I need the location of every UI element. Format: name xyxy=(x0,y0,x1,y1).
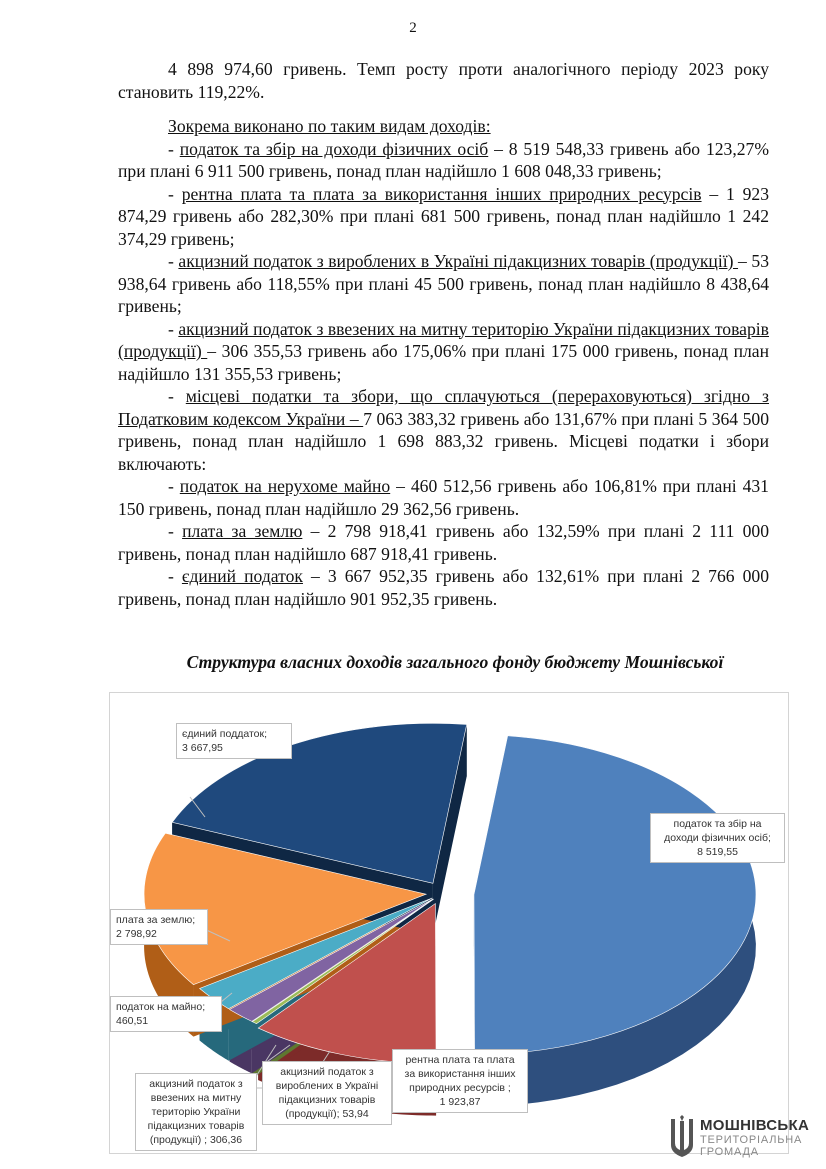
income-item: - податок та збір на доходи фізичних осіб – 8 519 548,33 гривень або 123,27% при плані 6 911 500 гривень, понад план надійшло 1 608 048,33 гривень; xyxy=(118,138,769,181)
income-item: - плата за землю – 2 798 918,41 гривень або 132,59% при плані 2 111 000 гривень, понад план надійшло 687 918,41 гривень. xyxy=(118,521,769,564)
body-text xyxy=(118,58,769,610)
logo-line-2: ТЕРИТОРІАЛЬНА xyxy=(700,1134,803,1146)
chart-title: Структура власних доходів загального фонду бюджету Мошнівської xyxy=(186,652,724,672)
income-item: - акцизний податок з вироблених в Україні підакцизних товарів (продукції) – 53 938,64 гривень або 118,55% при плані 45 500 гривень, понад план надійшло 8 438,64 гривень; xyxy=(118,251,769,316)
paragraph-growth: 4 898 974,60 гривень. Темп росту проти аналогічного періоду 2023 року становить 119,22%. xyxy=(118,59,769,102)
pie-label-land: плата за землю; 2 798,92 xyxy=(110,909,208,945)
logo-line-1: МОШНІВСЬКА xyxy=(700,1117,810,1134)
income-item: - податок на нерухоме майно – 460 512,56 гривень або 106,81% при плані 431 150 гривень, понад план надійшло 29 362,56 гривень. xyxy=(118,476,769,519)
income-item-name: акцизний податок з вироблених в Україні підакцизних товарів (продукції) xyxy=(178,251,739,271)
income-item-name: місцеві податки та збори, що сплачуються (перераховуються) згідно з Податковим кодексом України – xyxy=(118,386,769,429)
paragraph-intro xyxy=(118,115,769,138)
intro-underlined: Зокрема виконано по таким видам доходів: xyxy=(168,116,491,136)
income-item-name: акцизний податок з ввезених на митну територію України підакцизних товарів (продукції) xyxy=(118,318,769,361)
pie-label-single-tax: єдиний поддаток; 3 667,95 xyxy=(176,723,292,759)
trident-icon xyxy=(668,1115,696,1159)
income-item-name: єдиний податок xyxy=(181,566,303,586)
income-item: - місцеві податки та збори, що сплачуються (перераховуються) згідно з Податковим кодексом України – 7 063 383,32 гривень або 131,67% при плані 5 364 500 гривень, понад план надійшло 1 698 883,32 гривень. Місцеві податки і збори включають: xyxy=(118,386,770,474)
income-item: - рентна плата та плата за використання інших природних ресурсів – 1 923 874,29 гривень або 282,30% при плані 681 500 гривень, понад план надійшло 1 242 374,29 гривень; xyxy=(118,183,769,249)
community-logo xyxy=(668,1115,818,1161)
income-item-name: податок на нерухоме майно xyxy=(179,476,391,496)
logo-line-3: ГРОМАДА xyxy=(700,1146,759,1158)
income-item-name: плата за землю xyxy=(182,521,303,541)
income-item: - акцизний податок з ввезених на митну територію України підакцизних товарів (продукції) – 306 355,53 гривень або 175,06% при плані 175 000 гривень, понад план надійшло 131 355,53 гривень; xyxy=(118,318,769,384)
page-number: 2 xyxy=(409,20,417,36)
pie-label-excise-domestic: акцизний податок з вироблених в Україні підакцизних товарів (продукції); 53,94 xyxy=(262,1061,392,1125)
income-item: - єдиний податок – 3 667 952,35 гривень або 132,61% при плані 2 766 000 гривень, понад план надійшло 901 952,35 гривень. xyxy=(118,566,770,609)
pie-label-rent: рентна плата та плата за використання інших природних ресурсів ; 1 923,87 xyxy=(392,1049,528,1113)
pie-chart xyxy=(109,692,789,1154)
pie-label-property: податок на майно; 460,51 xyxy=(110,996,222,1032)
income-item-name: рентна плата та плата за використання інших природних ресурсів xyxy=(181,183,702,204)
income-item-name: податок та збір на доходи фізичних осіб xyxy=(179,138,489,159)
pie-label-pdfo: податок та збір на доходи фізичних осіб; 8 519,55 xyxy=(650,813,785,863)
pie-label-excise-import: акцизний податок з ввезених на митну територію України підакцизних товарів (продукції) ; 306,36 xyxy=(135,1073,257,1151)
